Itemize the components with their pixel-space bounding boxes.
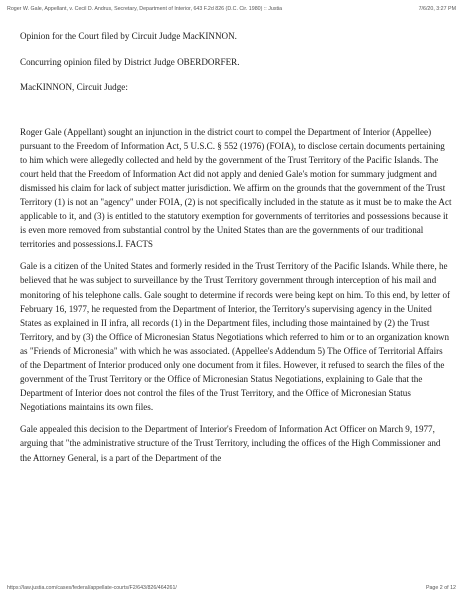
print-header: [7, 6, 456, 12]
print-datetime: 7/6/20, 3:27 PM: [418, 6, 456, 12]
print-footer: [7, 585, 456, 591]
page-title: Roger W. Gale, Appellant, v. Cecil D. Andrus, Secretary, Department of Interior, 643 F.2d 826 (D.C. Cir. 1980) :: Justia: [7, 6, 283, 12]
concurring-line: Concurring opinion filed by District Judge OBERDORFER.: [20, 56, 240, 67]
paragraph: Gale is a citizen of the United States and formerly resided in the Trust Territory of the Pacific Islands. While there, he believed that he was subject to surveillance by the Trust Territory government through interception of his mail and monitoring of his telephone calls. Gale sought to determine if records were being kept on him. To this end, by letter of February 16, 1977, he requested from the Department of Interior, the Territory's supervising agency in the United States as explained in II infra, all records (1) in the Department files, including those maintained by (2) the Trust Territory, and by (3) the Office of Micronesian Status Negotiations which referred to him or to an organization known as "Friends of Micronesia" with which he was associated. (Appellee's Addendum 5) The Office of Territorial Affairs of the Department of Interior produced only one document from it files. However, it refused to search the files of the government of the Trust Territory or the Office of Micronesian Status Negotiations, explaining to Gale that the Department of Interior does not control the files of the Trust Territory, and the Office of Micronesian Status Negotiations maintains its own files.: [20, 261, 451, 413]
document-body: [20, 30, 452, 473]
section-gap: [20, 107, 452, 125]
opinion-line: Opinion for the Court filed by Circuit Judge MacKINNON.: [20, 31, 237, 41]
page-number: Page 2 of 12: [425, 585, 456, 591]
source-url[interactable]: https://law.justia.com/cases/federal/appellate-courts/F2/643/826/464261/: [7, 585, 177, 591]
paragraph: Gale appealed this decision to the Department of Interior's Freedom of Information Act Officer on March 9, 1977, arguing that "the administrative structure of the Trust Territory, including the offices of the High Commissioner and the Attorney General, is a part of the Department of the: [20, 424, 441, 463]
author-line: MacKINNON, Circuit Judge:: [20, 82, 128, 92]
paragraph: Roger Gale (Appellant) sought an injunction in the district court to compel the Department of Interior (Appellee) pursuant to the Freedom of Information Act, 5 U.S.C. § 552 (1976) (FOIA), to disclose certain documents pertaining to him which were allegedly collected and held by the government of the Trust Territory of the Pacific Islands. The court held that the Freedom of Information Act did not apply and denied Gale's motion for summary judgment and dismissed his claim for lack of subject matter jurisdiction. We affirm on the grounds that the government of the Trust Territory (1) is not an "agency" under FOIA, (2) is not specifically included in the statute as it must be to make the Act applicable to it, and (3) is entitled to the statutory exemption for governments of territories and possessions because it is even more removed from substantial control by the United States than are the governments of our traditional territories and possessions.I. FACTS: [20, 126, 452, 250]
